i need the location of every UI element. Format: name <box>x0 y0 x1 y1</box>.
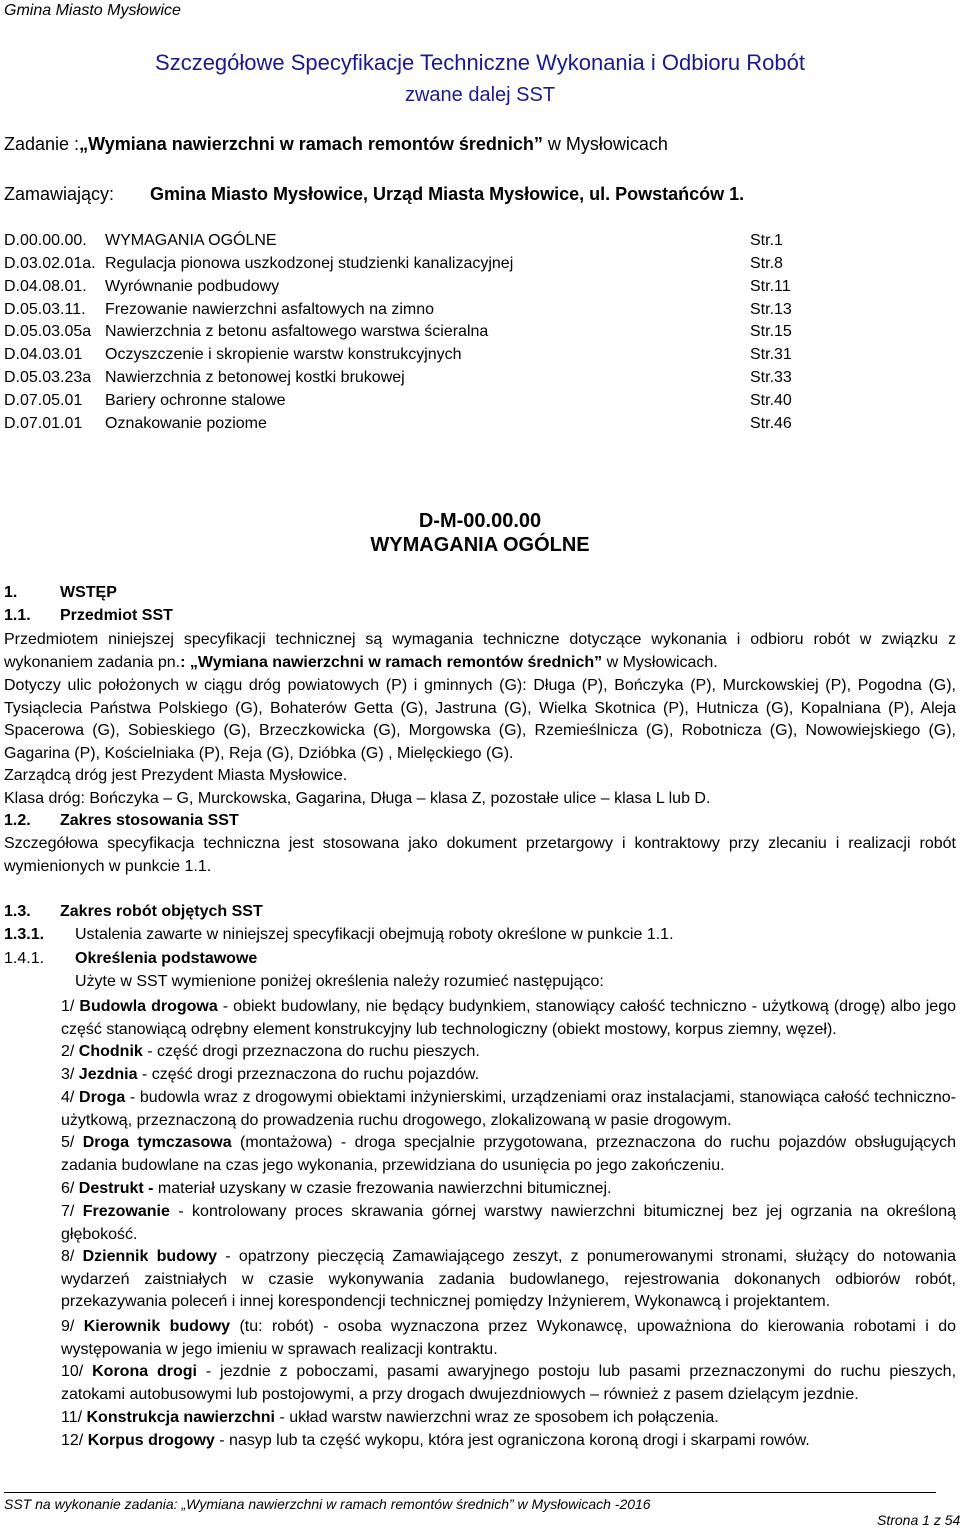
heading-1 <box>4 584 117 602</box>
definition-item: 3/ Jezdnia - część drogi przeznaczona do ruchu pojazdów. <box>61 1066 480 1083</box>
toc-page: Str.40 <box>750 392 792 409</box>
paragraph-manager: Zarządcą dróg jest Prezydent Miasta Mysłowice. <box>4 767 348 784</box>
client-name: Gmina Miasto Mysłowice, Urząd Miasta Mysłowice, ul. Powstańców 1. <box>150 184 745 204</box>
task-name-inline: „Wymiana nawierzchni w ramach remontów średnich” <box>189 653 603 671</box>
paragraph-road-class: Klasa dróg: Bończyka – G, Murckowska, Gagarina, Długa – klasa Z, pozostałe ulice – klasa L lub D. <box>4 790 711 807</box>
toc-name: Oczyszczenie i skropienie warstw konstrukcyjnych <box>105 346 462 363</box>
task-suffix: w Mysłowicach <box>542 134 668 154</box>
toc-code: D.07.05.01 <box>4 392 83 409</box>
heading-1-3-1 <box>4 926 674 944</box>
document-subtitle: zwane dalej SST <box>404 84 556 106</box>
toc-page: Str.33 <box>750 369 792 386</box>
definition-item: 7/ Frezowanie - kontrolowany proces skrawania górnej warstwy nawierzchni bitumicznej bez jej ogrzania na określoną głębokość. <box>61 1203 956 1243</box>
heading-1-4-1 <box>4 950 257 968</box>
toc-name: Nawierzchnia z betonowej kostki brukowej <box>105 369 405 386</box>
definition-item: 1/ Budowla drogowa - obiekt budowlany, nie będący budynkiem, stanowiący całość techniczno - użytkową (drogę) albo jego część stanowiącą odrębny element konstrukcyjny lub technologiczny (obiekt mostowy, korpus ziemny, węzeł). <box>61 998 956 1038</box>
toc-page: Str.13 <box>750 301 792 318</box>
definition-item: 4/ Droga - budowla wraz z drogowymi obiektami inżynierskimi, urządzeniami oraz instalacjami, stanowiąca całość techniczno-użytkową, przeznaczoną do prowadzenia ruchu drogowego, zlokalizowaną w pasie drogowym. <box>61 1089 956 1129</box>
toc-row <box>4 255 954 277</box>
heading-number: 1.3. <box>4 903 31 920</box>
heading-text: WSTĘP <box>60 584 117 601</box>
toc-code: D.04.08.01. <box>4 278 87 295</box>
toc-page: Str.11 <box>750 278 791 295</box>
paragraph-streets: Dotyczy ulic położonych w ciągu dróg powiatowych (P) i gminnych (G): Długa (P), Bończyka (P), Murckowskiej (P), Pogodna (G), Tysiąclecia Państwa Polskiego (G), Bohaterów Getta (G), Jastruna (G), Wielka Skotnica (P), Hutnicza (G), Kopalniana (P), Aleja Spacerowa (G), Sobieskiego (G), Brzeczkowicka (G), Morgowska (G), Rzemieślnicza (G), Robotnicza (G), Nowowiejskiego (G), Gagarina (P), Kościelniaka (P), Reja (G), Dzióbka (G) , Mielęckiego (G). <box>4 677 956 762</box>
section-title: WYMAGANIA OGÓLNE <box>370 534 590 556</box>
toc-row <box>4 369 954 391</box>
footer-text: SST na wykonanie zadania: „Wymiana nawierzchni w ramach remontów średnich” w Mysłowicach -2016 <box>4 1496 651 1512</box>
heading-text: Określenia podstawowe <box>75 950 258 967</box>
heading-1-3 <box>4 903 263 921</box>
toc-code: D.03.02.01a. <box>4 255 96 272</box>
toc-code: D.00.00.00. <box>4 232 87 249</box>
toc-page: Str.1 <box>750 232 783 249</box>
paragraph-scope: Szczegółowa specyfikacja techniczna jest stosowana jako dokument przetargowy i kontraktowy przy zlecaniu i realizacji robót wymienionych w punkcie 1.1. <box>4 835 956 875</box>
definition-item: 10/ Korona drogi - jezdnie z poboczami, pasami awaryjnego postoju lub pasami przeznaczonymi do ruchu pieszych, zatokami autobusowymi lub postojowymi, a przy drogach dwujezdniowych – również z pasem dzielącym jezdnie. <box>61 1363 957 1403</box>
task-line <box>4 134 668 155</box>
toc-name: WYMAGANIA OGÓLNE <box>105 232 277 249</box>
definition-item: 8/ Dziennik budowy - opatrzony pieczęcią Zamawiającego zeszyt, z ponumerowanymi stronami, służący do notowania wydarzeń zaistniałych w czasie wykonywania zadania budowlanego, rejestrowania dokonanych odbiorów robót, przekazywania poleceń i innej korespondencji technicznej pomiędzy Inżynierem, Wykonawcą i projektantem. <box>61 1248 956 1310</box>
definition-item: 12/ Korpus drogowy - nasyp lub ta część wykopu, która jest ograniczona koroną drogi i skarpami rowów. <box>61 1432 810 1449</box>
section-code: D-M-00.00.00 <box>418 510 542 532</box>
toc-row <box>4 392 954 414</box>
heading-1-2 <box>4 812 239 830</box>
toc-name: Bariery ochronne stalowe <box>105 392 286 409</box>
toc-code: D.05.03.23a <box>4 369 92 386</box>
paragraph-text-end: w Mysłowicach. <box>602 653 718 671</box>
definitions-intro: Użyte w SST wymienione poniżej określenia należy rozumieć następująco: <box>75 973 604 990</box>
heading-text: Przedmiot SST <box>60 607 173 624</box>
toc-name: Wyrównanie podbudowy <box>105 278 280 295</box>
document-header: Gmina Miasto Mysłowice <box>4 2 181 19</box>
task-name: „Wymiana nawierzchni w ramach remontów średnich” <box>79 134 543 154</box>
page-number: Strona 1 z 54 <box>877 1512 960 1528</box>
heading-number: 1.4.1. <box>4 950 45 967</box>
definition-item: 2/ Chodnik - część drogi przeznaczona do ruchu pieszych. <box>61 1043 480 1060</box>
task-label: Zadanie : <box>4 134 80 154</box>
heading-number: 1.1. <box>4 607 31 624</box>
toc-page: Str.46 <box>750 415 792 432</box>
heading-number: 1.2. <box>4 812 31 829</box>
heading-text: Zakres robót objętych SST <box>60 903 263 920</box>
heading-text: Ustalenia zawarte w niniejszej specyfikacji obejmują roboty określone w punkcie 1.1. <box>75 926 674 943</box>
toc-code: D.07.01.01 <box>4 415 83 432</box>
definition-item: 6/ Destrukt - materiał uzyskany w czasie frezowania nawierzchni bitumicznej. <box>61 1180 612 1197</box>
toc-code: D.04.03.01 <box>4 346 83 363</box>
toc-name: Frezowanie nawierzchni asfaltowych na zimno <box>105 301 435 318</box>
definition-item: 11/ Konstrukcja nawierzchni - układ warstw nawierzchni wraz ze sposobem ich połączenia. <box>61 1409 719 1426</box>
definition-item: 9/ Kierownik budowy (tu: robót) - osoba wyznaczona przez Wykonawcę, upoważniona do kierowania robotami i do występowania w jego imieniu w sprawach realizacji kontraktu. <box>61 1318 957 1358</box>
toc-row <box>4 346 954 368</box>
toc-page: Str.8 <box>750 255 783 272</box>
toc-row <box>4 232 954 254</box>
paragraph-subject <box>4 629 956 674</box>
toc-row <box>4 278 954 300</box>
toc-code: D.05.03.05a <box>4 323 92 340</box>
document-title: Szczegółowe Specyfikacje Techniczne Wykonania i Odbioru Robót <box>155 50 805 75</box>
toc-row <box>4 301 954 323</box>
client-label: Zamawiający: <box>4 184 115 204</box>
toc-row <box>4 415 954 437</box>
definition-item: 5/ Droga tymczasowa (montażowa) - droga specjalnie przygotowana, przeznaczona do ruchu pojazdów obsługujących zadania budowlane na czas jego wykonania, przewidziana do usunięcia po jego zakończeniu. <box>61 1134 956 1174</box>
toc-name: Nawierzchnia z betonu asfaltowego warstwa ścieralna <box>105 323 489 340</box>
colon: : <box>180 653 186 671</box>
toc-page: Str.15 <box>750 323 792 340</box>
toc-name: Oznakowanie poziome <box>105 415 267 432</box>
heading-number: 1.3.1. <box>4 926 45 943</box>
toc-page: Str.31 <box>750 346 792 363</box>
heading-text: Zakres stosowania SST <box>60 812 239 829</box>
toc-row <box>4 323 954 345</box>
client-line <box>4 184 744 205</box>
toc-name: Regulacja pionowa uszkodzonej studzienki kanalizacyjnej <box>105 255 514 272</box>
paragraph-text: Przedmiotem niniejszej specyfikacji technicznej są wymagania techniczne dotyczące wykonania i odbioru robót w związku z wykonaniem zadania pn. <box>4 631 956 671</box>
toc-code: D.05.03.11. <box>4 301 86 318</box>
heading-number: 1. <box>4 584 18 601</box>
footer-divider <box>4 1492 936 1493</box>
heading-1-1 <box>4 607 173 625</box>
